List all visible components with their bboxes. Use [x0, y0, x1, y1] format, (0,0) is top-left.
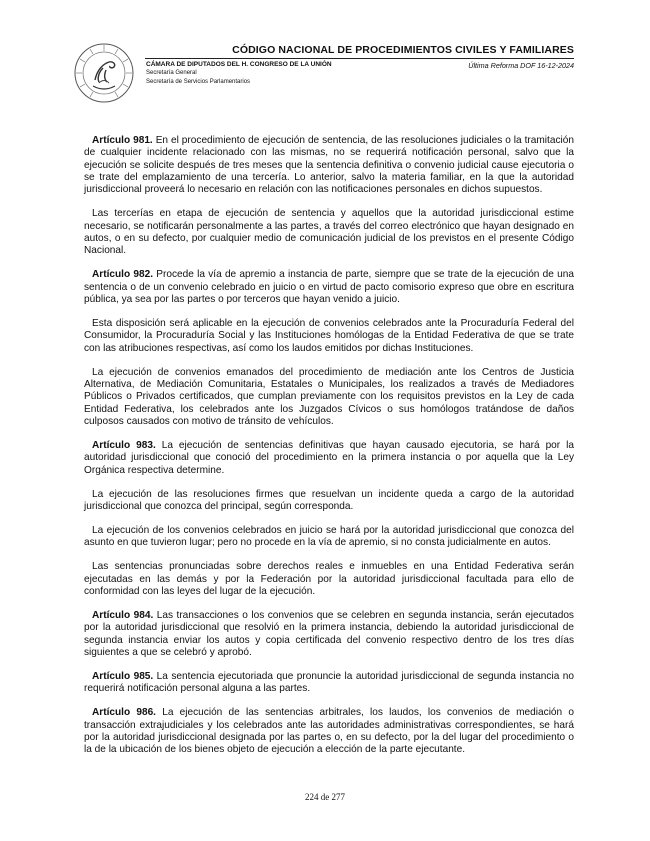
paragraph: [84, 269, 574, 306]
paragraph-text: La ejecución de los convenios celebrados en juicio se hará por la autoridad jurisdiccional que conozca del asunto en que tuvieron lugar; pero no procede en la vía de apremio, si no consta judicialmente en autos.: [84, 525, 574, 549]
page-number: 224 de 277: [305, 792, 345, 802]
paragraph: [84, 561, 574, 598]
article-heading: Artículo 981.: [92, 135, 153, 146]
parliamentary-services-secretariat: Secretaría de Servicios Parlamentarios: [146, 79, 251, 85]
mexico-coat-of-arms-icon: [73, 42, 135, 104]
paragraph: [84, 318, 574, 355]
paragraph-text: Procede la vía de apremio a instancia de parte, siempre que se trate de la ejecución de una sentencia o de un convenio celebrado en juicio o en virtud de pacto comisorio expreso que obre en escritura pública, ya sea por las partes o por terceros que hayan venido a juicio.: [84, 269, 574, 305]
paragraph-text: En el procedimiento de ejecución de sentencia, de las resoluciones judiciales o la tramitación de cualquier incidente relacionado con las mismas, no se requerirá notificación personal, salvo que la ejecución se solicite después de tres meses que la sentencia definitiva o convenio judicial cause ejecutoria o se trate del emplazamiento de una tercería. Lo anterior, salvo la materia familiar, en la que la autoridad jurisdiccional proveerá lo necesario en relación con las notificaciones personales en dichos supuestos.: [84, 135, 574, 196]
paragraph-text: Esta disposición será aplicable en la ejecución de convenios celebrados ante la Procuraduría Federal del Consumidor, la Procuraduría Social y las Instituciones homólogas de la Entidad Federativa de que se trate con las atribuciones respectivas, así como los laudos emitidos por dichas Instituciones.: [84, 317, 574, 354]
document-body: [84, 135, 574, 768]
header-divider: [145, 58, 574, 59]
paragraph: [84, 367, 574, 428]
paragraph-text: La sentencia ejecutoriada que pronuncie la autoridad jurisdiccional de segunda instancia no requerirá notificación personal alguna a las partes.: [84, 671, 574, 695]
paragraph-text: Las transacciones o los convenios que se celebren en segunda instancia, serán ejecutados por la autoridad jurisdiccional que resolvió en la primera instancia, debiendo la autoridad jurisdiccional de segunda instancia enviar los autos y copia certificada del convenio respectivo dentro de los tres días siguientes a que se celebró y aprobó.: [84, 610, 574, 658]
article-heading: Artículo 982.: [92, 269, 154, 281]
article-heading: Artículo 984.: [92, 610, 154, 622]
paragraph: [84, 671, 574, 696]
paragraph-text: Las sentencias pronunciadas sobre derechos reales e inmuebles en una Entidad Federativa serán ejecutadas en las demás y por la Federación por la autoridad jurisdiccional facultada para ello de conformidad con las leyes del lugar de la ejecución.: [84, 561, 574, 597]
paragraph: [84, 208, 574, 257]
paragraph-text: La ejecución de sentencias definitivas que hayan causado ejecutoria, se hará por la autoridad jurisdiccional que conoció del procedimiento en la primera instancia o por aquella que la Ley Orgánica respectiva determine.: [84, 439, 574, 476]
paragraph: [84, 135, 574, 196]
general-secretariat: Secretaría General: [146, 70, 197, 76]
last-reform-date: Última Reforma DOF 16-12-2024: [468, 61, 574, 70]
paragraph-text: La ejecución de las sentencias arbitrales, los laudos, los convenios de mediación o transacción extrajudiciales y los celebrados ante las autoridades administrativas correspondientes, se hará por la autoridad jurisdiccional designada por las partes o, en su defecto, por la del lugar del procedimiento o la de la ubicación de los bienes objeto de ejecución a elección de la parte ejecutante.: [84, 707, 574, 756]
article-heading: Artículo 986.: [92, 707, 156, 719]
paragraph-text: La ejecución de convenios emanados del procedimiento de mediación ante los Centros de Justicia Alternativa, de Mediación Comunitaria, Estatales o Municipales, los realizados a través de Mediadores Públicos o Privados certificados, que cumplan previamente con los requisitos previstos en la Ley de cada Entidad Federativa, los celebrados ante los Juzgados Cívicos o sus homólogos tratándose de daños culposos causados con motivo de tránsito de vehículos.: [84, 366, 574, 427]
document-title: CÓDIGO NACIONAL DE PROCEDIMIENTOS CIVILES Y FAMILIARES: [232, 44, 574, 56]
chamber-name: CÁMARA DE DIPUTADOS DEL H. CONGRESO DE LA UNIÓN: [146, 61, 332, 68]
article-heading: Artículo 983.: [92, 439, 156, 451]
paragraph: [84, 489, 574, 514]
paragraph-text: La ejecución de las resoluciones firmes que resuelvan un incidente queda a cargo de la autoridad jurisdiccional que conozca del principal, según corresponda.: [84, 488, 574, 512]
paragraph: [84, 610, 574, 659]
paragraph: [84, 525, 574, 550]
paragraph: [84, 707, 574, 756]
paragraph: [84, 440, 574, 477]
paragraph-text: Las tercerías en etapa de ejecución de sentencia y aquellos que la autoridad jurisdiccional estime necesario, se notificarán personalmente a las partes, a través del correo electrónico que hayan designado en autos, o en su defecto, por cualquier medio de comunicación judicial de los previstos en el presente Código Nacional.: [84, 208, 574, 257]
article-heading: Artículo 985.: [92, 671, 154, 683]
